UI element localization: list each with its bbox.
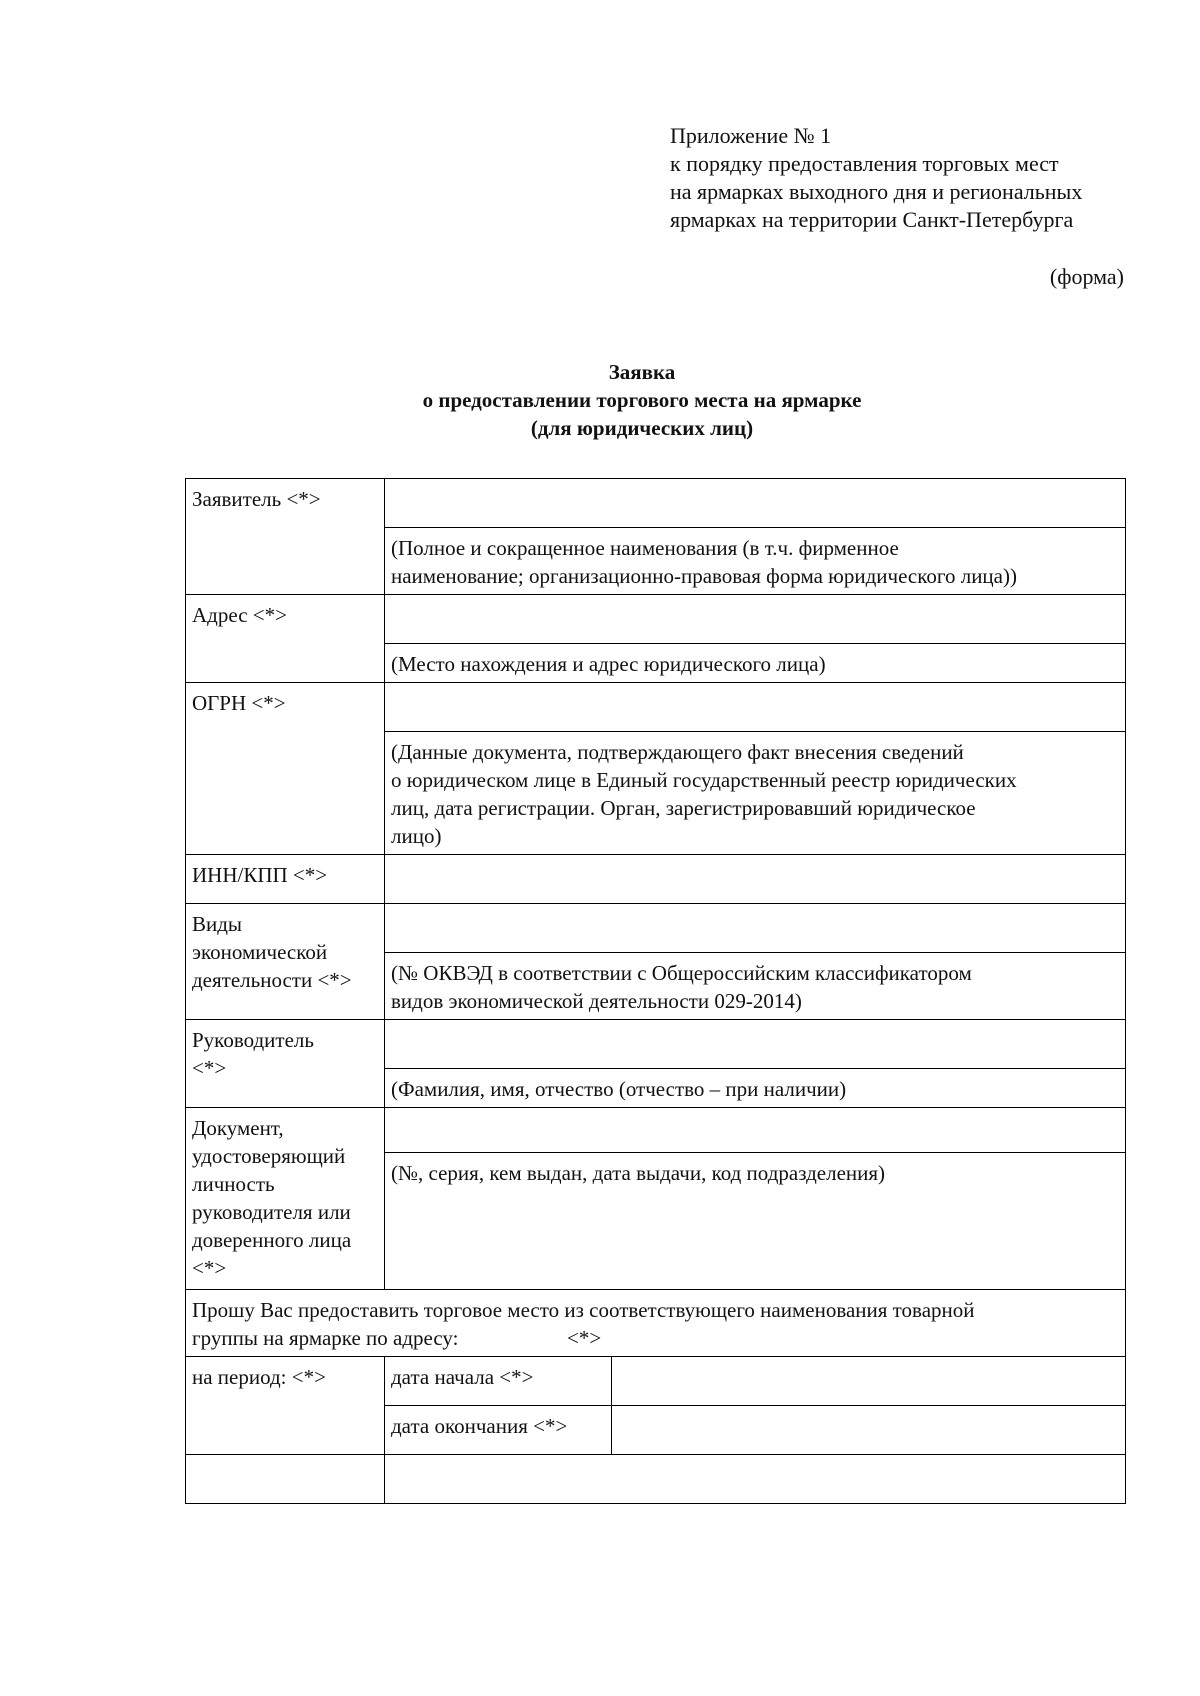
activity-label: [186, 904, 385, 1020]
appendix-line-1: Приложение № 1: [670, 123, 832, 148]
activity-field[interactable]: [385, 904, 1126, 953]
applicant-label: Заявитель <*>: [186, 479, 385, 595]
application-form-table: [185, 478, 1126, 1504]
appendix-line-4: ярмарках на территории Санкт-Петербурга: [670, 207, 1074, 232]
appendix-header: [670, 122, 1082, 234]
activity-hint-line-1: (№ ОКВЭД в соответствии с Общероссийским классификатором: [391, 961, 972, 985]
activity-hint-line-2: видов экономической деятельности 029-2014): [391, 989, 802, 1013]
title-line-1: Заявка: [608, 360, 676, 384]
head-field[interactable]: [385, 1020, 1126, 1069]
request-line-2-text: группы на ярмарке по адресу:: [192, 1326, 459, 1350]
id-document-label-line-6: <*>: [192, 1256, 227, 1280]
activity-hint: [385, 953, 1126, 1020]
ogrn-field[interactable]: [385, 683, 1126, 732]
title-line-3: (для юридических лиц): [530, 416, 754, 440]
form-note: (форма): [1049, 264, 1124, 289]
request-line-2: [192, 1324, 1119, 1352]
head-label: [186, 1020, 385, 1108]
applicant-hint-line-2: наименование; организационно-правовая форма юридического лица)): [391, 564, 1017, 588]
id-document-label-line-1: Документ,: [192, 1116, 284, 1140]
id-document-label: [186, 1108, 385, 1290]
address-hint: (Место нахождения и адрес юридического лица): [385, 644, 1126, 683]
ogrn-hint-line-1: (Данные документа, подтверждающего факт внесения сведений: [391, 740, 964, 764]
activity-label-line-3: деятельности <*>: [192, 968, 352, 992]
inn-field[interactable]: [385, 855, 1126, 904]
address-field[interactable]: [385, 595, 1126, 644]
period-end-field[interactable]: [612, 1406, 1126, 1455]
page-title: [0, 358, 1200, 442]
inn-label: ИНН/КПП <*>: [186, 855, 385, 904]
head-hint: (Фамилия, имя, отчество (отчество – при наличии): [385, 1069, 1126, 1108]
applicant-field[interactable]: [385, 479, 1126, 528]
id-document-label-line-5: доверенного лица: [192, 1228, 352, 1252]
activity-label-line-1: Виды: [192, 912, 243, 936]
title-line-2: о предоставлении торгового места на ярмарке: [422, 388, 862, 412]
address-label: Адрес <*>: [186, 595, 385, 683]
extra-row-left[interactable]: [186, 1455, 385, 1504]
appendix-line-3: на ярмарках выходного дня и региональных: [670, 179, 1083, 204]
id-document-label-line-3: личность: [192, 1172, 275, 1196]
ogrn-hint: [385, 732, 1126, 855]
request-text: [186, 1290, 1126, 1357]
request-line-2-mark: <*>: [566, 1326, 602, 1350]
ogrn-hint-line-3: лиц, дата регистрации. Орган, зарегистрировавший юридическое: [391, 796, 976, 820]
id-document-field[interactable]: [385, 1108, 1126, 1153]
head-label-line-1: Руководитель: [192, 1028, 314, 1052]
period-start-label: дата начала <*>: [385, 1357, 612, 1406]
applicant-hint-line-1: (Полное и сокращенное наименования (в т.ч. фирменное: [391, 536, 899, 560]
extra-row-right[interactable]: [385, 1455, 1126, 1504]
request-line-1: Прошу Вас предоставить торговое место из соответствующего наименования товарной: [192, 1298, 975, 1322]
applicant-hint: [385, 528, 1126, 595]
ogrn-hint-line-4: лицо): [391, 824, 442, 848]
activity-label-line-2: экономической: [192, 940, 328, 964]
id-document-label-line-2: удостоверяющий: [192, 1144, 346, 1168]
ogrn-hint-line-2: о юридическом лице в Единый государственный реестр юридических: [391, 768, 1017, 792]
id-document-hint: (№, серия, кем выдан, дата выдачи, код подразделения): [385, 1153, 1126, 1290]
id-document-label-line-4: руководителя или: [192, 1200, 351, 1224]
head-label-line-2: <*>: [192, 1056, 227, 1080]
period-label: на период: <*>: [186, 1357, 385, 1455]
appendix-line-2: к порядку предоставления торговых мест: [670, 151, 1059, 176]
period-start-field[interactable]: [612, 1357, 1126, 1406]
period-end-label: дата окончания <*>: [385, 1406, 612, 1455]
ogrn-label: ОГРН <*>: [186, 683, 385, 855]
